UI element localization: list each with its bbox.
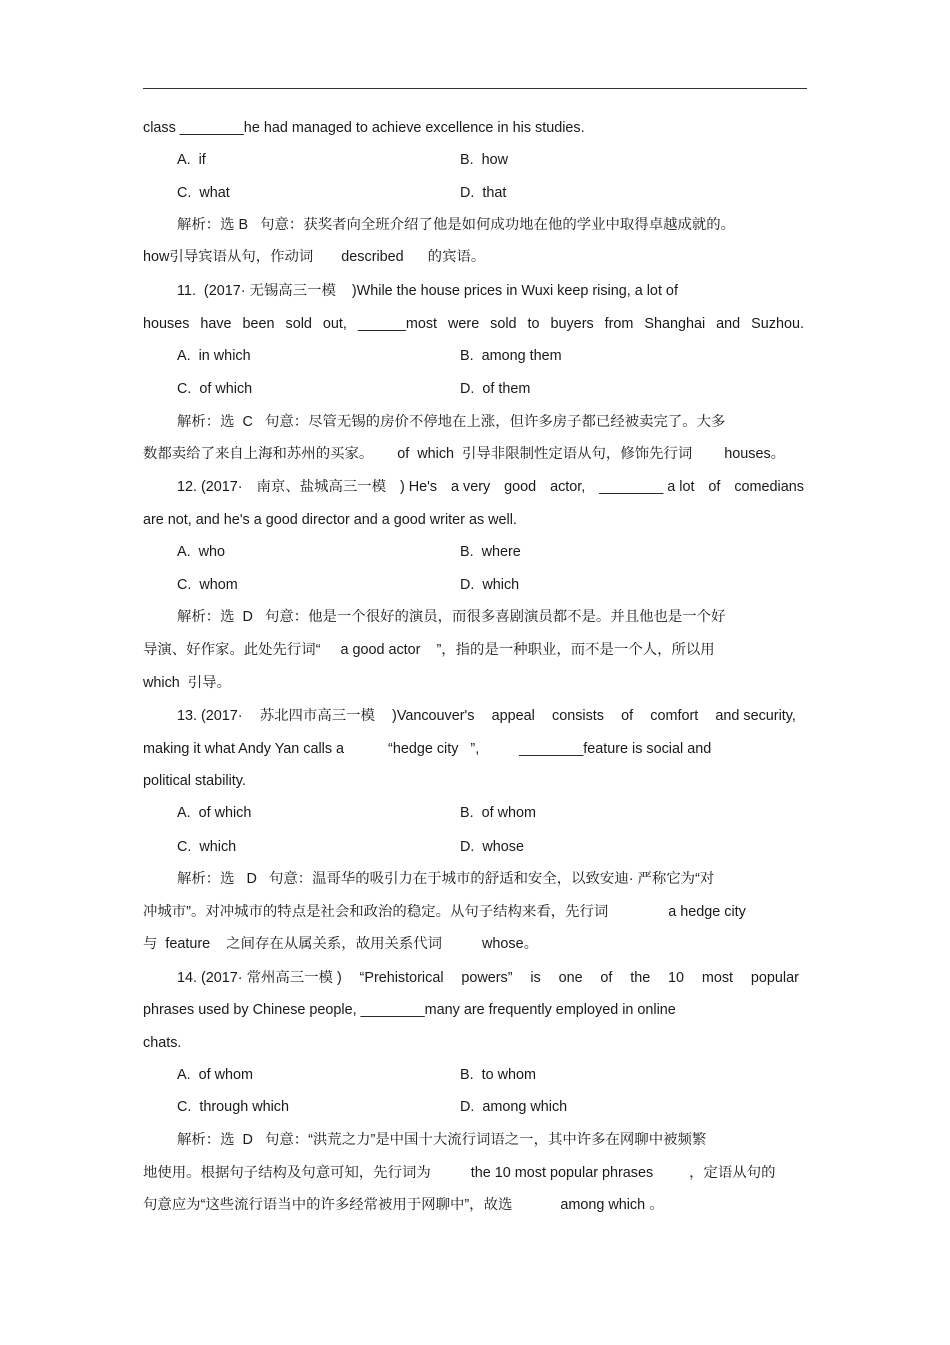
q13-word: )Vancouver's bbox=[392, 708, 475, 724]
q10-analysis-line2: how引导宾语从句，作动词 described 的宾语。 bbox=[143, 249, 486, 265]
q13-option-a: A. of which bbox=[177, 805, 252, 821]
q11-word: Shanghai bbox=[644, 316, 706, 332]
q11-word: houses bbox=[143, 316, 190, 332]
q14-analysis-line1: 解析：选 D 句意：“洪荒之力”是中国十大流行词语之一，其中许多在网聊中被频繁 bbox=[177, 1132, 707, 1148]
q12-option-d: D. which bbox=[460, 577, 520, 593]
q14-word: 14. (2017· 常州高三一模 ) bbox=[177, 970, 342, 986]
q12-analysis-line2: 导演、好作家。此处先行词“ a good actor ”，指的是一种职业，而不是一个人，所以用 bbox=[143, 642, 715, 658]
q14-analysis-line3: 句意应为“这些流行语当中的许多经常被用于网聊中”，故选 among which 。 bbox=[143, 1197, 664, 1213]
q14-stem-line1 bbox=[177, 969, 799, 987]
q13-word: of bbox=[621, 708, 634, 724]
q13-word: and security, bbox=[715, 708, 796, 724]
q13-analysis-line3: 与 feature 之间存在从属关系，故用关系代词 whose。 bbox=[143, 936, 539, 952]
q10-stem: class ________he had managed to achieve excellence in his studies. bbox=[143, 120, 585, 136]
q12-option-c: C. whom bbox=[177, 577, 238, 593]
q14-option-d: D. among which bbox=[460, 1099, 568, 1115]
q12-word: actor, bbox=[550, 479, 586, 495]
q11-word: out, bbox=[322, 316, 347, 332]
q11-stem-line2 bbox=[143, 315, 804, 333]
q11-analysis-line2: 数都卖给了来自上海和苏州的买家。 of which 引导非限制性定语从句，修饰先行词 houses。 bbox=[143, 446, 786, 462]
q12-word: ) He's bbox=[399, 479, 438, 495]
q14-word: powers” bbox=[461, 970, 513, 986]
q11-word: from bbox=[604, 316, 634, 332]
q12-word: comedians bbox=[734, 479, 804, 495]
q10-option-a: A. if bbox=[177, 152, 206, 168]
q14-word: is bbox=[530, 970, 541, 986]
q12-stem-line2: are not, and he's a good director and a good writer as well. bbox=[143, 512, 517, 528]
q14-stem-line2: phrases used by Chinese people, ________many are frequently employed in online bbox=[143, 1002, 676, 1018]
q14-word: of bbox=[600, 970, 613, 986]
q11-word: ______most bbox=[357, 316, 438, 332]
q14-option-a: A. of whom bbox=[177, 1067, 253, 1083]
q13-stem-line2: making it what Andy Yan calls a “hedge city ”, ________feature is social and bbox=[143, 741, 712, 757]
q13-word: comfort bbox=[650, 708, 699, 724]
q11-word: sold bbox=[285, 316, 312, 332]
q10-analysis-line1: 解析：选 B 句意：获奖者向全班介绍了他是如何成功地在他的学业中取得卓越成就的。 bbox=[177, 217, 736, 233]
q11-word: were bbox=[448, 316, 480, 332]
q12-analysis-line3: which 引导。 bbox=[143, 675, 231, 691]
q12-word: 12. (2017· bbox=[177, 479, 243, 495]
q11-option-d: D. of them bbox=[460, 381, 531, 397]
q14-word: most bbox=[701, 970, 734, 986]
q14-word: “Prehistorical bbox=[359, 970, 444, 986]
q11-word: buyers bbox=[550, 316, 594, 332]
q11-stem-line1: 11. (2017· 无锡高三一模 )While the house prices in Wuxi keep rising, a lot of bbox=[177, 283, 678, 299]
q11-option-c: C. of which bbox=[177, 381, 253, 397]
q11-word: to bbox=[527, 316, 540, 332]
q14-option-c: C. through which bbox=[177, 1099, 289, 1115]
q11-word: Suzhou. bbox=[751, 316, 804, 332]
q13-stem-line1 bbox=[177, 707, 796, 725]
header-rule bbox=[143, 88, 807, 89]
q12-word: ________ a lot bbox=[599, 479, 695, 495]
q14-word: 10 bbox=[668, 970, 685, 986]
q13-word: 13. (2017· bbox=[177, 708, 243, 724]
q10-option-c: C. what bbox=[177, 185, 230, 201]
q12-option-a: A. who bbox=[177, 544, 225, 560]
q14-stem-line3: chats. bbox=[143, 1035, 182, 1051]
q13-stem-line3: political stability. bbox=[143, 773, 246, 789]
q12-word: 南京、盐城高三一模 bbox=[256, 479, 387, 495]
q13-word: 苏北四市高三一模 bbox=[259, 708, 375, 724]
q13-analysis-line2: 冲城市”。对冲城市的特点是社会和政治的稳定。从句子结构来看，先行词 a hedge city bbox=[143, 904, 746, 920]
q12-word: a very bbox=[451, 479, 491, 495]
q13-option-c: C. which bbox=[177, 839, 237, 855]
q11-analysis-line1: 解析：选 C 句意：尽管无锡的房价不停地在上涨，但许多房子都已经被卖完了。大多 bbox=[177, 414, 726, 430]
q12-word: good bbox=[504, 479, 537, 495]
q13-option-b: B. of whom bbox=[460, 805, 536, 821]
q12-option-b: B. where bbox=[460, 544, 521, 560]
q11-option-b: B. among them bbox=[460, 348, 562, 364]
q12-analysis-line1: 解析：选 D 句意：他是一个很好的演员，而很多喜剧演员都不是。并且他也是一个好 bbox=[177, 609, 726, 625]
q11-word: sold bbox=[490, 316, 517, 332]
q14-word: popular bbox=[750, 970, 799, 986]
q13-word: appeal bbox=[491, 708, 535, 724]
q14-word: one bbox=[558, 970, 583, 986]
q10-option-d: D. that bbox=[460, 185, 507, 201]
q11-word: have bbox=[200, 316, 232, 332]
q11-option-a: A. in which bbox=[177, 348, 251, 364]
q12-stem-line1 bbox=[177, 478, 804, 496]
q13-analysis-line1: 解析：选 D 句意：温哥华的吸引力在于城市的舒适和安全，以致安迪· 严称它为“对 bbox=[177, 871, 715, 887]
q12-word: of bbox=[708, 479, 721, 495]
q10-option-b: B. how bbox=[460, 152, 508, 168]
q14-option-b: B. to whom bbox=[460, 1067, 536, 1083]
q14-word: the bbox=[630, 970, 651, 986]
q14-analysis-line2: 地使用。根据句子结构及句意可知，先行词为 the 10 most popular phrases ，定语从句的 bbox=[143, 1165, 776, 1181]
q11-word: been bbox=[242, 316, 275, 332]
q13-option-d: D. whose bbox=[460, 839, 524, 855]
q13-word: consists bbox=[552, 708, 604, 724]
q11-word: and bbox=[716, 316, 741, 332]
